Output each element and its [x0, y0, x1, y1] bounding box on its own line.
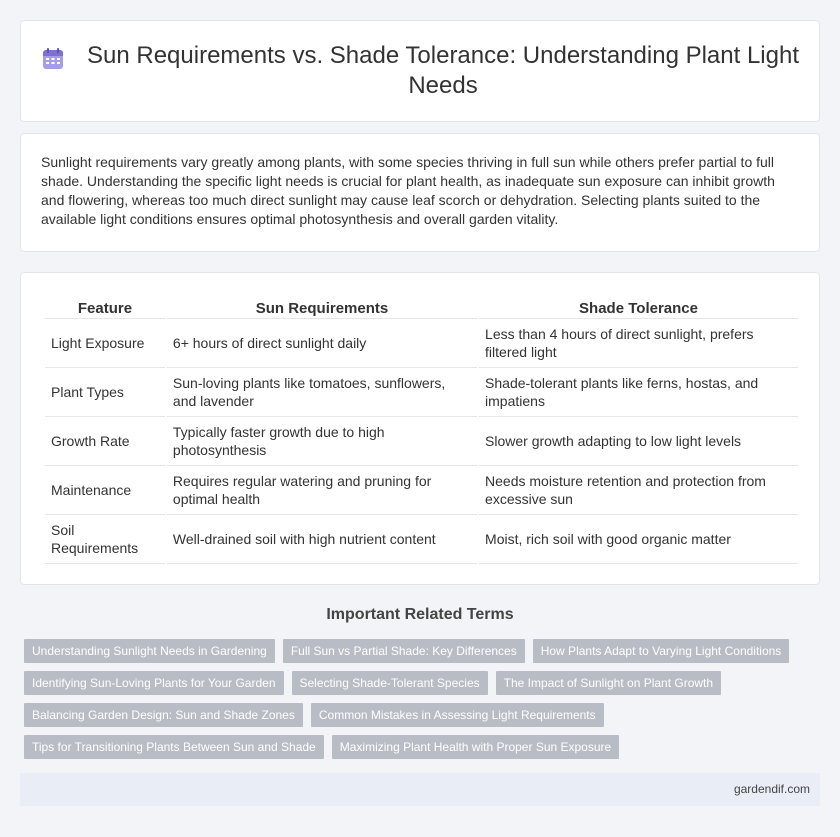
- shade-cell: Moist, rich soil with good organic matter: [479, 515, 798, 564]
- intro-card: [20, 133, 820, 252]
- related-terms-list: [24, 639, 824, 767]
- related-term-tag[interactable]: How Plants Adapt to Varying Light Conditions: [533, 639, 790, 663]
- footer: [20, 773, 820, 806]
- feature-cell: Plant Types: [45, 368, 165, 417]
- table-row: [45, 466, 798, 515]
- comparison-table-card: [20, 272, 820, 585]
- sun-cell: 6+ hours of direct sunlight daily: [167, 319, 477, 368]
- related-term-tag[interactable]: Tips for Transitioning Plants Between Sun and Shade: [24, 735, 324, 759]
- table-row: [45, 319, 798, 368]
- feature-cell: Light Exposure: [45, 319, 165, 368]
- related-term-tag[interactable]: Understanding Sunlight Needs in Gardening: [24, 639, 275, 663]
- related-terms-title: Important Related Terms: [326, 606, 514, 623]
- related-term-tag[interactable]: Full Sun vs Partial Shade: Key Differences: [283, 639, 525, 663]
- shade-cell: Less than 4 hours of direct sunlight, prefers filtered light: [479, 319, 798, 368]
- feature-cell: Maintenance: [45, 466, 165, 515]
- shade-cell: Shade-tolerant plants like ferns, hostas, and impatiens: [479, 368, 798, 417]
- header-shade-tolerance: Shade Tolerance: [479, 295, 798, 319]
- sun-cell: Requires regular watering and pruning for optimal health: [167, 466, 477, 515]
- footer-site-link[interactable]: gardendif.com: [733, 782, 810, 796]
- table-header-row: [45, 295, 798, 319]
- sun-cell: Sun-loving plants like tomatoes, sunflowers, and lavender: [167, 368, 477, 417]
- intro-paragraph: Sunlight requirements vary greatly among plants, with some species thriving in full sun while others prefer partial to full shade. Understanding the specific light needs is crucial for plant health, as inadequate sun exposure can inhibit growth and flowering, whereas too much direct sunlight may cause leaf scorch or dehydration. Selecting plants suited to the available light conditions ensures optimal photosynthesis and overall garden vitality.: [41, 154, 775, 227]
- calendar-icon: [41, 47, 65, 71]
- related-term-tag[interactable]: Common Mistakes in Assessing Light Requirements: [311, 703, 604, 727]
- feature-cell: Soil Requirements: [45, 515, 165, 564]
- related-term-tag[interactable]: Selecting Shade-Tolerant Species: [292, 671, 488, 695]
- table-row: [45, 368, 798, 417]
- shade-cell: Needs moisture retention and protection from excessive sun: [479, 466, 798, 515]
- feature-cell: Growth Rate: [45, 417, 165, 466]
- related-term-tag[interactable]: Maximizing Plant Health with Proper Sun Exposure: [332, 735, 619, 759]
- header-feature: Feature: [45, 295, 165, 319]
- page-title: Sun Requirements vs. Shade Tolerance: Understanding Plant Light Needs: [87, 42, 799, 99]
- sun-cell: Well-drained soil with high nutrient content: [167, 515, 477, 564]
- comparison-table: [43, 295, 800, 564]
- related-term-tag[interactable]: Identifying Sun-Loving Plants for Your Garden: [24, 671, 284, 695]
- table-row: [45, 417, 798, 466]
- header-sun-requirements: Sun Requirements: [167, 295, 477, 319]
- shade-cell: Slower growth adapting to low light levels: [479, 417, 798, 466]
- header-card: [20, 20, 820, 122]
- related-term-tag[interactable]: Balancing Garden Design: Sun and Shade Zones: [24, 703, 303, 727]
- related-term-tag[interactable]: The Impact of Sunlight on Plant Growth: [496, 671, 721, 695]
- sun-cell: Typically faster growth due to high photosynthesis: [167, 417, 477, 466]
- table-row: [45, 515, 798, 564]
